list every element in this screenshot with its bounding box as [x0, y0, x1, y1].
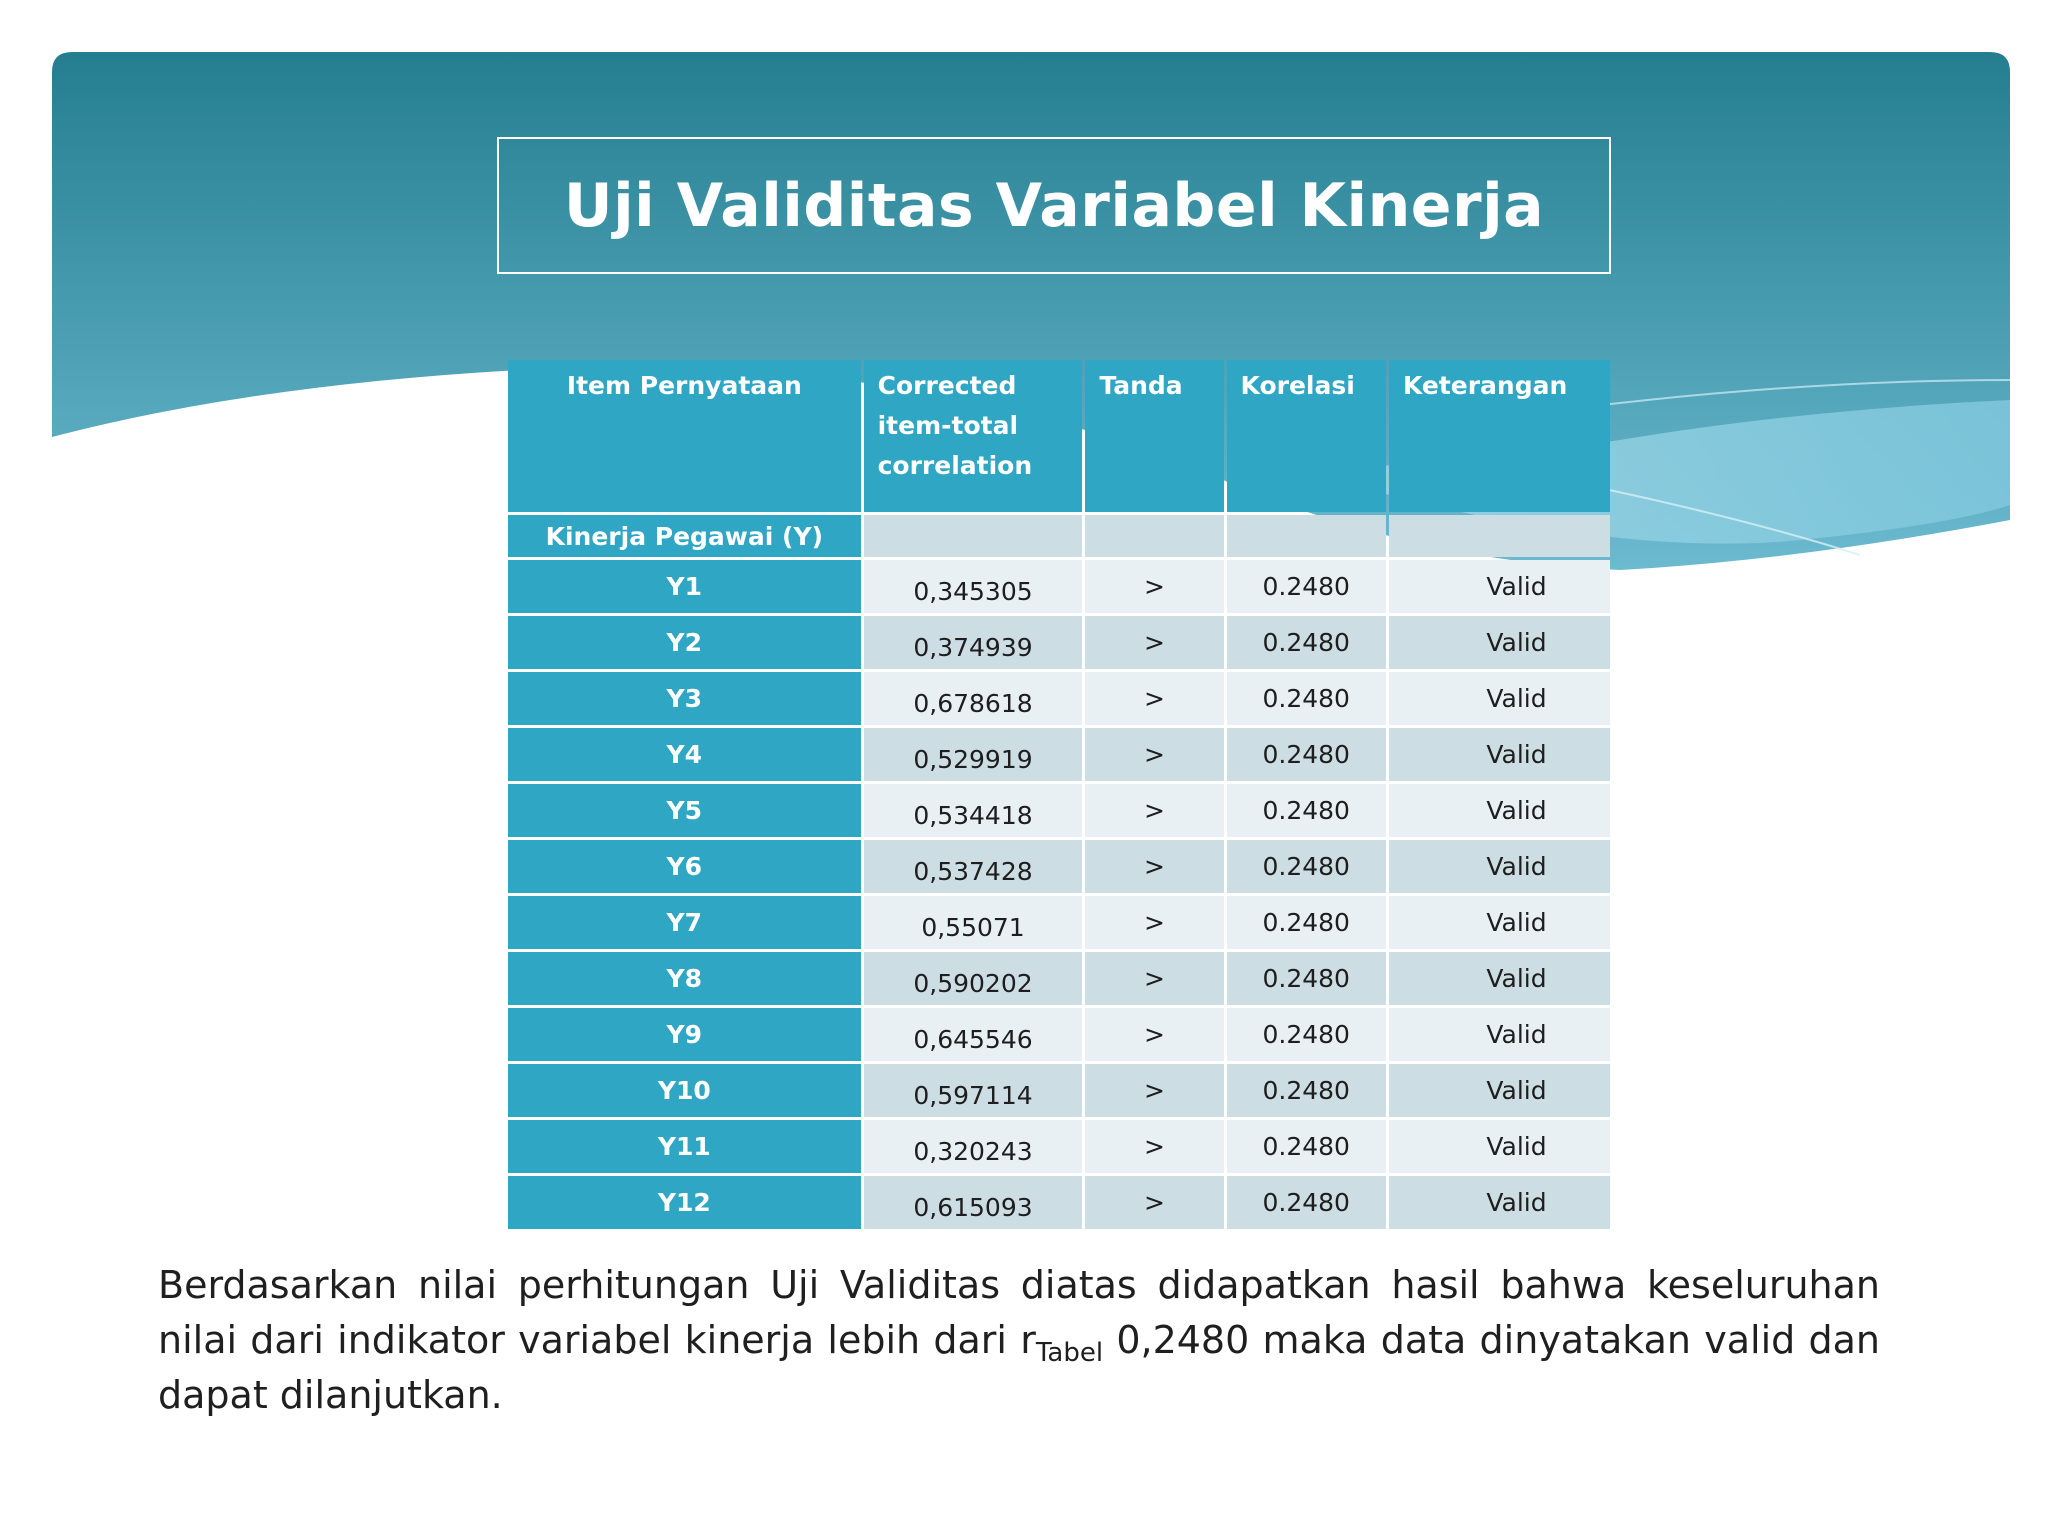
keterangan-cell: Valid [1389, 784, 1610, 837]
item-cell: Y2 [508, 616, 861, 669]
conclusion-text [158, 1258, 1880, 1423]
item-cell: Y8 [508, 952, 861, 1005]
sign-cell: > [1085, 728, 1223, 781]
table-row [508, 952, 1610, 1005]
group-row [508, 515, 1610, 557]
sign-cell: > [1085, 1008, 1223, 1061]
table-row [508, 1120, 1610, 1173]
item-cell: Y7 [508, 896, 861, 949]
header-keterangan: Keterangan [1389, 360, 1610, 512]
r-table-cell: 0.2480 [1227, 1064, 1386, 1117]
sign-cell: > [1085, 672, 1223, 725]
keterangan-cell: Valid [1389, 616, 1610, 669]
r-table-cell: 0.2480 [1227, 1176, 1386, 1229]
keterangan-cell: Valid [1389, 672, 1610, 725]
table-row [508, 728, 1610, 781]
sign-cell: > [1085, 952, 1223, 1005]
item-cell: Y5 [508, 784, 861, 837]
header-item: Item Pernyataan [508, 360, 861, 512]
keterangan-cell: Valid [1389, 840, 1610, 893]
item-cell: Y1 [508, 560, 861, 613]
table-row [508, 1176, 1610, 1229]
correlation-cell: 0,529919 [864, 728, 1083, 781]
sign-cell: > [1085, 1176, 1223, 1229]
r-table-cell: 0.2480 [1227, 952, 1386, 1005]
group-blank [1085, 515, 1223, 557]
conclusion-line-2a: nilai dari indikator variabel kinerja lebih dari r [158, 1318, 1036, 1362]
table-row [508, 560, 1610, 613]
table-row [508, 1064, 1610, 1117]
table-row [508, 896, 1610, 949]
item-cell: Y3 [508, 672, 861, 725]
r-table-cell: 0.2480 [1227, 896, 1386, 949]
sign-cell: > [1085, 840, 1223, 893]
correlation-cell: 0,374939 [864, 616, 1083, 669]
sign-cell: > [1085, 1120, 1223, 1173]
correlation-cell: 0,55071 [864, 896, 1083, 949]
table-row [508, 840, 1610, 893]
r-table-cell: 0.2480 [1227, 616, 1386, 669]
conclusion-line-1: Berdasarkan nilai perhitungan Uji Validitas diatas didapatkan hasil bahwa keseluruhan [158, 1263, 1880, 1307]
group-blank [1389, 515, 1610, 557]
correlation-cell: 0,534418 [864, 784, 1083, 837]
r-table-cell: 0.2480 [1227, 840, 1386, 893]
table-row [508, 1008, 1610, 1061]
item-cell: Y4 [508, 728, 861, 781]
sign-cell: > [1085, 616, 1223, 669]
item-cell: Y12 [508, 1176, 861, 1229]
table-row [508, 672, 1610, 725]
r-tabel-subscript: Tabel [1035, 1338, 1104, 1368]
keterangan-cell: Valid [1389, 1176, 1610, 1229]
correlation-cell: 0,645546 [864, 1008, 1083, 1061]
r-table-cell: 0.2480 [1227, 728, 1386, 781]
sign-cell: > [1085, 560, 1223, 613]
keterangan-cell: Valid [1389, 1008, 1610, 1061]
keterangan-cell: Valid [1389, 1120, 1610, 1173]
correlation-cell: 0,320243 [864, 1120, 1083, 1173]
keterangan-cell: Valid [1389, 896, 1610, 949]
correlation-cell: 0,537428 [864, 840, 1083, 893]
r-table-cell: 0.2480 [1227, 560, 1386, 613]
slide-title: Uji Validitas Variabel Kinerja [497, 137, 1611, 274]
keterangan-cell: Valid [1389, 1064, 1610, 1117]
sign-cell: > [1085, 896, 1223, 949]
keterangan-cell: Valid [1389, 560, 1610, 613]
correlation-cell: 0,615093 [864, 1176, 1083, 1229]
table-row [508, 616, 1610, 669]
correlation-cell: 0,345305 [864, 560, 1083, 613]
correlation-cell: 0,590202 [864, 952, 1083, 1005]
group-blank [1227, 515, 1386, 557]
validity-table [505, 357, 1613, 1232]
header-tanda: Tanda [1085, 360, 1223, 512]
sign-cell: > [1085, 784, 1223, 837]
r-table-cell: 0.2480 [1227, 784, 1386, 837]
keterangan-cell: Valid [1389, 952, 1610, 1005]
group-label: Kinerja Pegawai (Y) [508, 515, 861, 557]
item-cell: Y6 [508, 840, 861, 893]
header-korelasi: Korelasi [1227, 360, 1386, 512]
conclusion-line-2 [158, 1313, 1880, 1368]
keterangan-cell: Valid [1389, 728, 1610, 781]
table-row [508, 784, 1610, 837]
group-blank [864, 515, 1083, 557]
conclusion-line-3: dapat dilanjutkan. [158, 1373, 503, 1417]
item-cell: Y9 [508, 1008, 861, 1061]
header-corrected: Corrected item-total correlation [864, 360, 1083, 512]
table-header-row [508, 360, 1610, 512]
r-table-cell: 0.2480 [1227, 672, 1386, 725]
item-cell: Y10 [508, 1064, 861, 1117]
item-cell: Y11 [508, 1120, 861, 1173]
r-table-cell: 0.2480 [1227, 1008, 1386, 1061]
r-table-cell: 0.2480 [1227, 1120, 1386, 1173]
sign-cell: > [1085, 1064, 1223, 1117]
correlation-cell: 0,597114 [864, 1064, 1083, 1117]
correlation-cell: 0,678618 [864, 672, 1083, 725]
conclusion-line-2b: 0,2480 maka data dinyatakan valid dan [1103, 1318, 1880, 1362]
